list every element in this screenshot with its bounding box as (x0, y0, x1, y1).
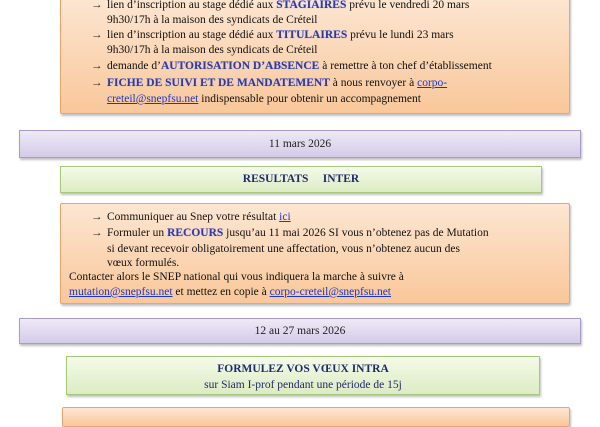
date-banner-1 (19, 130, 581, 158)
contact-line: Contacter alors le SNEP national qui vous indiquera la marche à suivre à (69, 271, 404, 283)
arrow-icon: → (91, 0, 103, 11)
email-link-corpo[interactable]: corpo- (417, 77, 448, 89)
stagiaires-line: → lien d’inscription au stage dédié aux STAGIAIRES prévu le vendredi 20 mars (91, 0, 470, 11)
titulaires-highlight: TITULAIRES (276, 29, 348, 41)
titulaires-line: → lien d’inscription au stage dédié aux TITULAIRES prévu le lundi 23 mars (91, 29, 454, 41)
recours-cont-1: si devant recevoir obligatoirement une affectation, vous n’obtenez aucun des (107, 243, 460, 255)
arrow-icon: → (91, 227, 103, 239)
intra-box (66, 356, 540, 395)
absence-highlight: AUTORISATION D’ABSENCE (160, 60, 320, 72)
recours-line: → Formuler un RECOURS jusqu’au 11 mai 2026 SI vous n’obtenez pas de Mutation (91, 227, 489, 239)
results-actions-box (60, 203, 570, 304)
fiche-suivi-line: → FICHE DE SUIVI ET DE MANDATEMENT à nous renvoyer à corpo- (91, 77, 448, 89)
absence-line: → demande d’AUTORISATION D’ABSENCE à remettre à ton chef d’établissement (91, 60, 492, 72)
ici-link[interactable]: ici (279, 211, 291, 223)
results-inter-box (60, 166, 542, 193)
date-2-text: 12 au 27 mars 2026 (254, 325, 346, 337)
email-link-corpo-creteil[interactable]: corpo-creteil@snepfsu.net (269, 286, 391, 298)
arrow-icon: → (91, 211, 103, 223)
titulaires-schedule: 9h30/17h à la maison des syndicats de Créteil (107, 44, 318, 56)
email-link-corpo-cont[interactable]: creteil@snepfsu.net (107, 93, 199, 105)
fiche-suivi-highlight: FICHE DE SUIVI ET DE MANDATEMENT (107, 77, 330, 89)
results-inter-title: RESULTATS INTER (242, 173, 360, 185)
stages-info-box (60, 0, 570, 114)
arrow-icon: → (91, 29, 103, 41)
intra-subtitle: sur Siam I-prof pendant une période de 15j (204, 379, 402, 391)
date-1-text: 11 mars 2026 (268, 138, 332, 150)
arrow-icon: → (91, 77, 103, 89)
recours-cont-2: vœux formulés. (107, 257, 180, 269)
contact-emails-line: mutation@snepfsu.net et mettez en copie à corpo-creteil@snepfsu.net (69, 286, 391, 298)
date-banner-2 (19, 318, 581, 344)
arrow-icon: → (91, 60, 103, 72)
intra-title: FORMULEZ VOS VŒUX INTRA (217, 363, 389, 375)
communiquer-line: → Communiquer au Snep votre résultat ici (91, 211, 291, 223)
stagiaires-highlight: STAGIAIRES (276, 0, 347, 11)
next-info-box (62, 407, 570, 427)
fiche-suivi-cont: creteil@snepfsu.net indispensable pour obtenir un accompagnement (107, 93, 421, 105)
email-link-mutation[interactable]: mutation@snepfsu.net (69, 286, 173, 298)
recours-highlight: RECOURS (167, 227, 224, 239)
stagiaires-schedule: 9h30/17h à la maison des syndicats de Créteil (107, 14, 318, 26)
